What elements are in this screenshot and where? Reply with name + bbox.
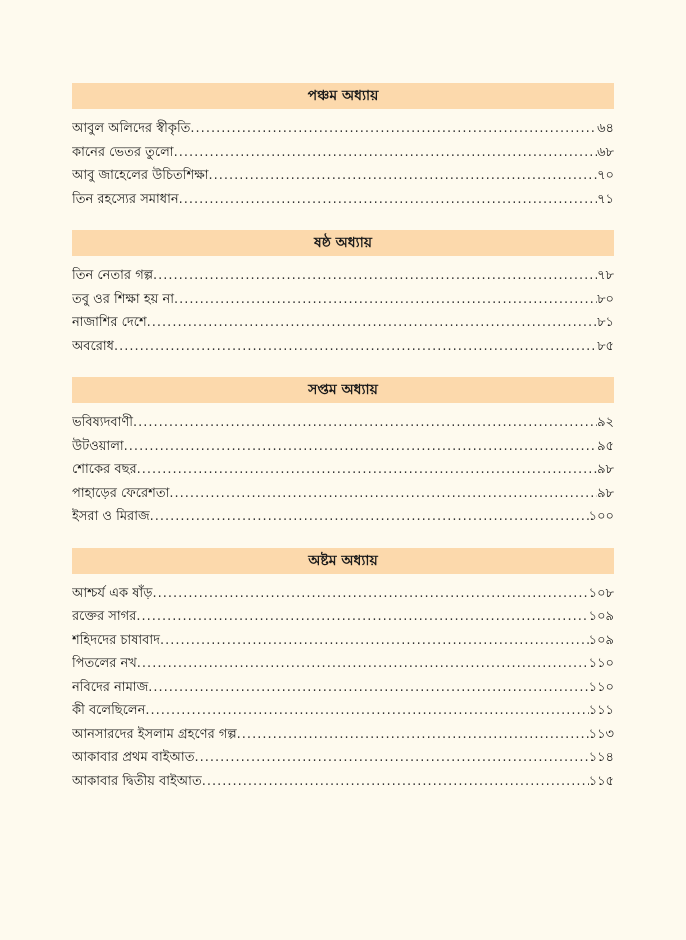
toc-entry[interactable] xyxy=(72,723,614,747)
toc-entry[interactable] xyxy=(72,629,614,653)
toc-entry[interactable] xyxy=(72,676,614,700)
toc-entry-page: ১১৩ xyxy=(588,726,614,742)
toc-entry-title: অবরোধ xyxy=(72,338,114,354)
toc-entry-title: ভবিষ্যদবাণী xyxy=(72,415,133,430)
dot-leader xyxy=(202,770,589,794)
toc-entry-page: ১১০ xyxy=(588,656,614,671)
toc-entry[interactable] xyxy=(72,582,614,606)
dot-leader xyxy=(133,411,597,435)
chapter-section xyxy=(72,548,614,794)
toc-entry-title: রক্তের সাগর xyxy=(72,609,137,624)
toc-entry-title: শোকের বছর xyxy=(72,462,137,477)
dot-leader xyxy=(174,141,598,165)
toc-entry[interactable] xyxy=(72,141,614,165)
toc-entry-title: কানের ভেতর তুলো xyxy=(72,144,174,160)
chapter-heading: পঞ্চম অধ্যায় xyxy=(72,83,614,109)
toc-entry-page: ৯৮ xyxy=(597,485,614,501)
toc-entry-page: ৮৫ xyxy=(597,338,614,354)
toc-entry-page: ৭০ xyxy=(597,168,614,183)
toc-entry-page: ১১০ xyxy=(588,679,614,695)
dot-leader xyxy=(150,505,589,529)
chapter-heading: সপ্তম অধ্যায় xyxy=(72,377,614,403)
dot-leader xyxy=(147,311,597,335)
toc-entry-title: নবিদের নামাজ xyxy=(72,679,149,695)
chapter-section xyxy=(72,83,614,211)
chapter-section xyxy=(72,377,614,529)
toc-entry-page: ৮০ xyxy=(597,291,614,307)
toc-entry-title: আবু জাহেলের উচিতশিক্ষা xyxy=(72,168,209,183)
toc-entry-title: পিতলের নখ xyxy=(72,656,137,671)
toc-entry-title: আকাবার দ্বিতীয় বাইআত xyxy=(72,773,202,789)
toc-entry-page: ৬৪ xyxy=(597,121,614,136)
table-of-contents xyxy=(72,83,614,812)
toc-entry[interactable] xyxy=(72,770,614,794)
dot-leader xyxy=(237,723,589,747)
toc-entry-title: তিন রহস্যের সমাধান xyxy=(72,191,179,207)
toc-entry-page: ১০৯ xyxy=(588,609,614,624)
toc-entry-page: ১১৫ xyxy=(588,773,614,789)
dot-leader xyxy=(148,676,588,700)
toc-entry[interactable] xyxy=(72,164,614,188)
toc-entry-title: উটওয়ালা xyxy=(72,438,124,454)
toc-entry[interactable] xyxy=(72,288,614,312)
toc-entry-page: ১১৪ xyxy=(588,750,614,765)
toc-entry-page: ৬৮ xyxy=(597,144,614,160)
dot-leader xyxy=(190,117,597,141)
toc-entry[interactable] xyxy=(72,188,614,212)
toc-entry[interactable] xyxy=(72,435,614,459)
toc-entry-page: ৯২ xyxy=(597,415,614,430)
toc-entry-title: নাজাশির দেশে xyxy=(72,315,147,330)
dot-leader xyxy=(124,435,597,459)
toc-entry[interactable] xyxy=(72,411,614,435)
toc-entry[interactable] xyxy=(72,311,614,335)
toc-entry-page: ১০৯ xyxy=(588,632,614,648)
toc-entry-page: ৯৫ xyxy=(597,438,614,454)
toc-entry[interactable] xyxy=(72,652,614,676)
chapter-heading: অষ্টম অধ্যায় xyxy=(72,548,614,574)
toc-entry[interactable] xyxy=(72,505,614,529)
dot-leader xyxy=(137,458,598,482)
dot-leader xyxy=(169,482,597,506)
toc-entry-title: পাহাড়ের ফেরেশতা xyxy=(72,485,170,501)
toc-entry-title: তবু ওর শিক্ষা হয় না xyxy=(72,291,174,307)
toc-entry-title: শহিদদের চাষাবাদ xyxy=(72,632,160,648)
toc-entry-page: ৯৮ xyxy=(597,462,614,477)
toc-entry-page: ১০৮ xyxy=(588,585,614,601)
toc-entry[interactable] xyxy=(72,335,614,359)
chapter-heading: ষষ্ঠ অধ্যায় xyxy=(72,230,614,256)
toc-entry[interactable] xyxy=(72,482,614,506)
toc-entry-title: আনসারদের ইসলাম গ্রহণের গল্প xyxy=(72,726,237,742)
toc-entry-title: ইসরা ও মিরাজ xyxy=(72,509,150,524)
toc-entry-title: আশ্চর্য এক ষাঁড় xyxy=(72,585,153,601)
chapter-section xyxy=(72,230,614,358)
dot-leader xyxy=(209,164,598,188)
toc-entry-page: ৭৮ xyxy=(597,268,614,283)
dot-leader xyxy=(114,335,597,359)
dot-leader xyxy=(136,605,588,629)
toc-entry[interactable] xyxy=(72,605,614,629)
toc-entry-page: ৭১ xyxy=(597,191,614,207)
toc-entry-title: কী বলেছিলেন xyxy=(72,703,146,718)
toc-entry[interactable] xyxy=(72,746,614,770)
toc-entry[interactable] xyxy=(72,264,614,288)
toc-entry-title: আবুল অলিদের স্বীকৃতি xyxy=(72,121,191,136)
toc-entry-page: ১১১ xyxy=(588,703,614,718)
dot-leader xyxy=(152,582,588,606)
toc-entry-title: আকাবার প্রথম বাইআত xyxy=(72,750,195,765)
dot-leader xyxy=(153,264,597,288)
toc-entry[interactable] xyxy=(72,117,614,141)
toc-entry-page: ১০০ xyxy=(588,509,614,524)
dot-leader xyxy=(160,629,589,653)
dot-leader xyxy=(145,699,588,723)
dot-leader xyxy=(174,288,597,312)
toc-entry[interactable] xyxy=(72,458,614,482)
toc-entry[interactable] xyxy=(72,699,614,723)
dot-leader xyxy=(194,746,588,770)
dot-leader xyxy=(179,188,598,212)
toc-entry-title: তিন নেতার গল্প xyxy=(72,268,154,283)
toc-entry-page: ৮১ xyxy=(597,315,614,330)
dot-leader xyxy=(137,652,589,676)
